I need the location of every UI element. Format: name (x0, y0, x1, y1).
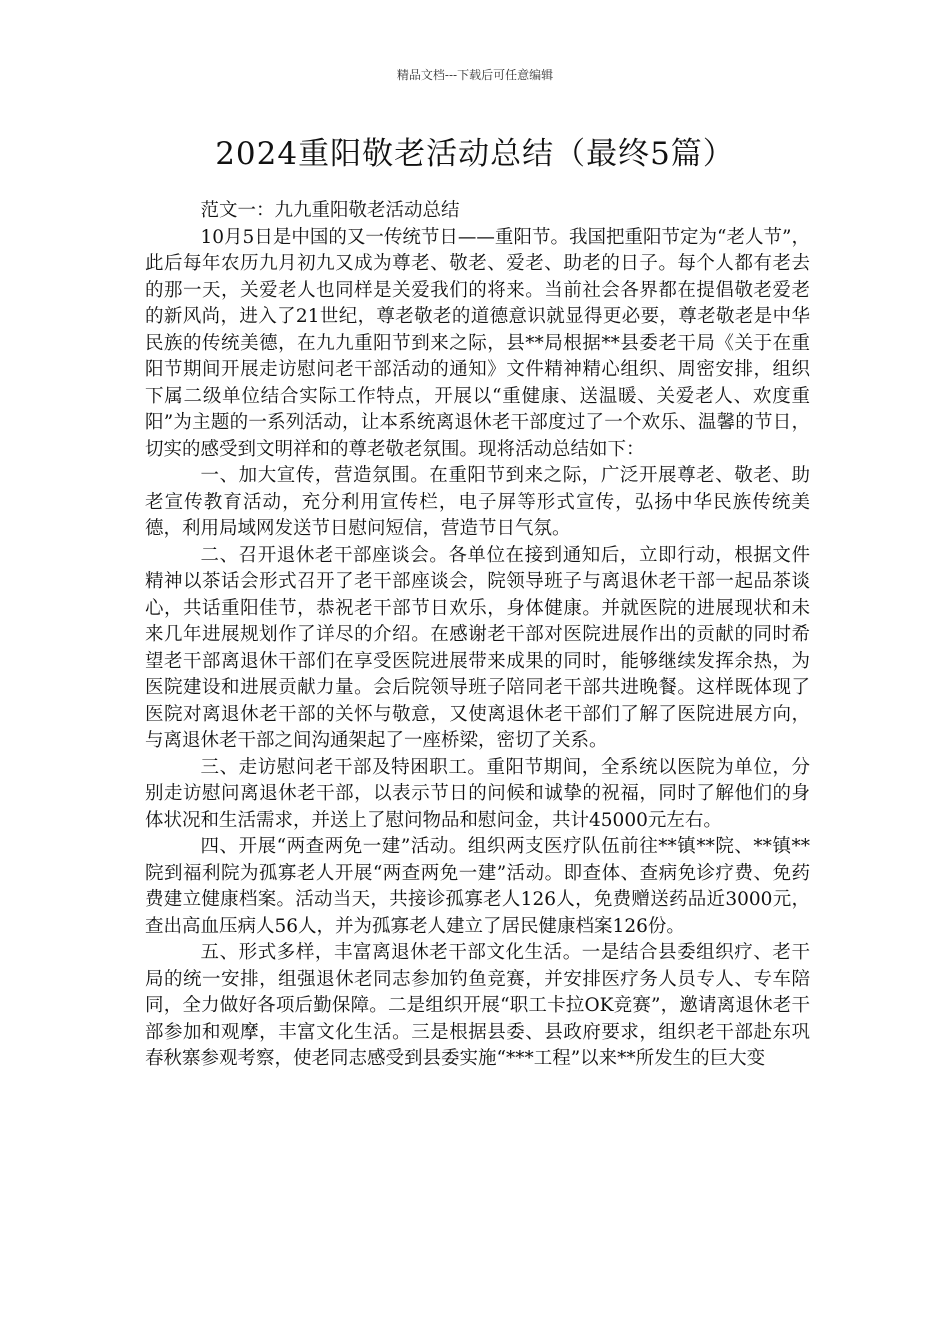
document-title: 2024重阳敬老活动总结（最终5篇） (215, 136, 735, 172)
document-body (145, 198, 810, 1073)
paragraph-section-2: 二、召开退休老干部座谈会。各单位在接到通知后，立即行动，根据文件精神以茶话会形式召开了老干部座谈会，院领导班子与离退休老干部一起品茶谈心，共话重阳佳节，恭祝老干部节日欢乐，身体健康。并就医院的进展现状和未来几年进展规划作了详尽的介绍。在感谢老干部对医院进展作出的贡献的同时希望老干部离退休干部们在享受医院进展带来成果的同时，能够继续发挥余热，为医院建设和进展贡献力量。会后院领导班子陪同老干部共进晚餐。这样既体现了医院对离退休老干部的关怀与敬意，又使离退休老干部们了解了医院进展方向，与离退休老干部之间沟通架起了一座桥梁，密切了关系。 (145, 544, 810, 751)
paragraph-section-5: 五、形式多样，丰富离退休老干部文化生活。一是结合县委组织疗、老干局的统一安排，组强退休老同志参加钓鱼竞赛，并安排医疗务人员专人、专车陪同，全力做好各项后勤保障。二是组织开展“职工卡拉OK竞赛”，邀请离退休老干部参加和观摩，丰富文化生活。三是根据县委、县政府要求，组织老干部赴东巩春秋寨参观考察，使老同志感受到县委实施“***工程”以来**所发生的巨大变 (145, 942, 810, 1069)
article-subtitle: 范文一：九九重阳敬老活动总结 (200, 200, 460, 221)
paragraph-section-1: 一、加大宣传，营造氛围。在重阳节到来之际，广泛开展尊老、敬老、助老宣传教育活动，充分利用宣传栏，电子屏等形式宣传，弘扬中华民族传统美德，利用局域网发送节日慰问短信，营造节日气氛。 (145, 465, 810, 539)
paragraph-section-4: 四、开展“两查两免一建”活动。组织两支医疗队伍前往**镇**院、**镇**院到福利院为孤寡老人开展“两查两免一建”活动。即查体、查病免诊疗费、免药费建立健康档案。活动当天，共接诊孤寡老人126人，免费赠送药品近3000元，查出高血压病人56人，并为孤寡老人建立了居民健康档案126份。 (145, 836, 810, 937)
page-header-note: 精品文档---下载后可任意编辑 (396, 68, 554, 82)
paragraph-section-3: 三、走访慰问老干部及特困职工。重阳节期间，全系统以医院为单位，分别走访慰问离退休老干部，以表示节日的问候和诚挚的祝福，同时了解他们的身体状况和生活需求，并送上了慰问物品和慰问金，共计45000元左右。 (145, 756, 810, 831)
paragraph-intro: 10月5日是中国的又一传统节日——重阳节。我国把重阳节定为“老人节”，此后每年农历九月初九又成为尊老、敬老、爱老、助老的日子。每个人都有老去的那一天，关爱老人也同样是关爱我们的将来。当前社会各界都在提倡敬老爱老的新风尚，进入了21世纪，尊老敬老的道德意识就显得更必要，尊老敬老是中华民族的传统美德，在九九重阳节到来之际，县**局根据**县委老干局《关于在重阳节期间开展走访慰问老干部活动的通知》文件精神精心组织、周密安排，组织下属二级单位结合实际工作特点，开展以“重健康、送温暖、关爱老人、欢度重阳”为主题的一系列活动，让本系统离退休老干部度过了一个欢乐、温馨的节日，切实的感受到文明祥和的尊老敬老氛围。现将活动总结如下： (145, 226, 810, 460)
